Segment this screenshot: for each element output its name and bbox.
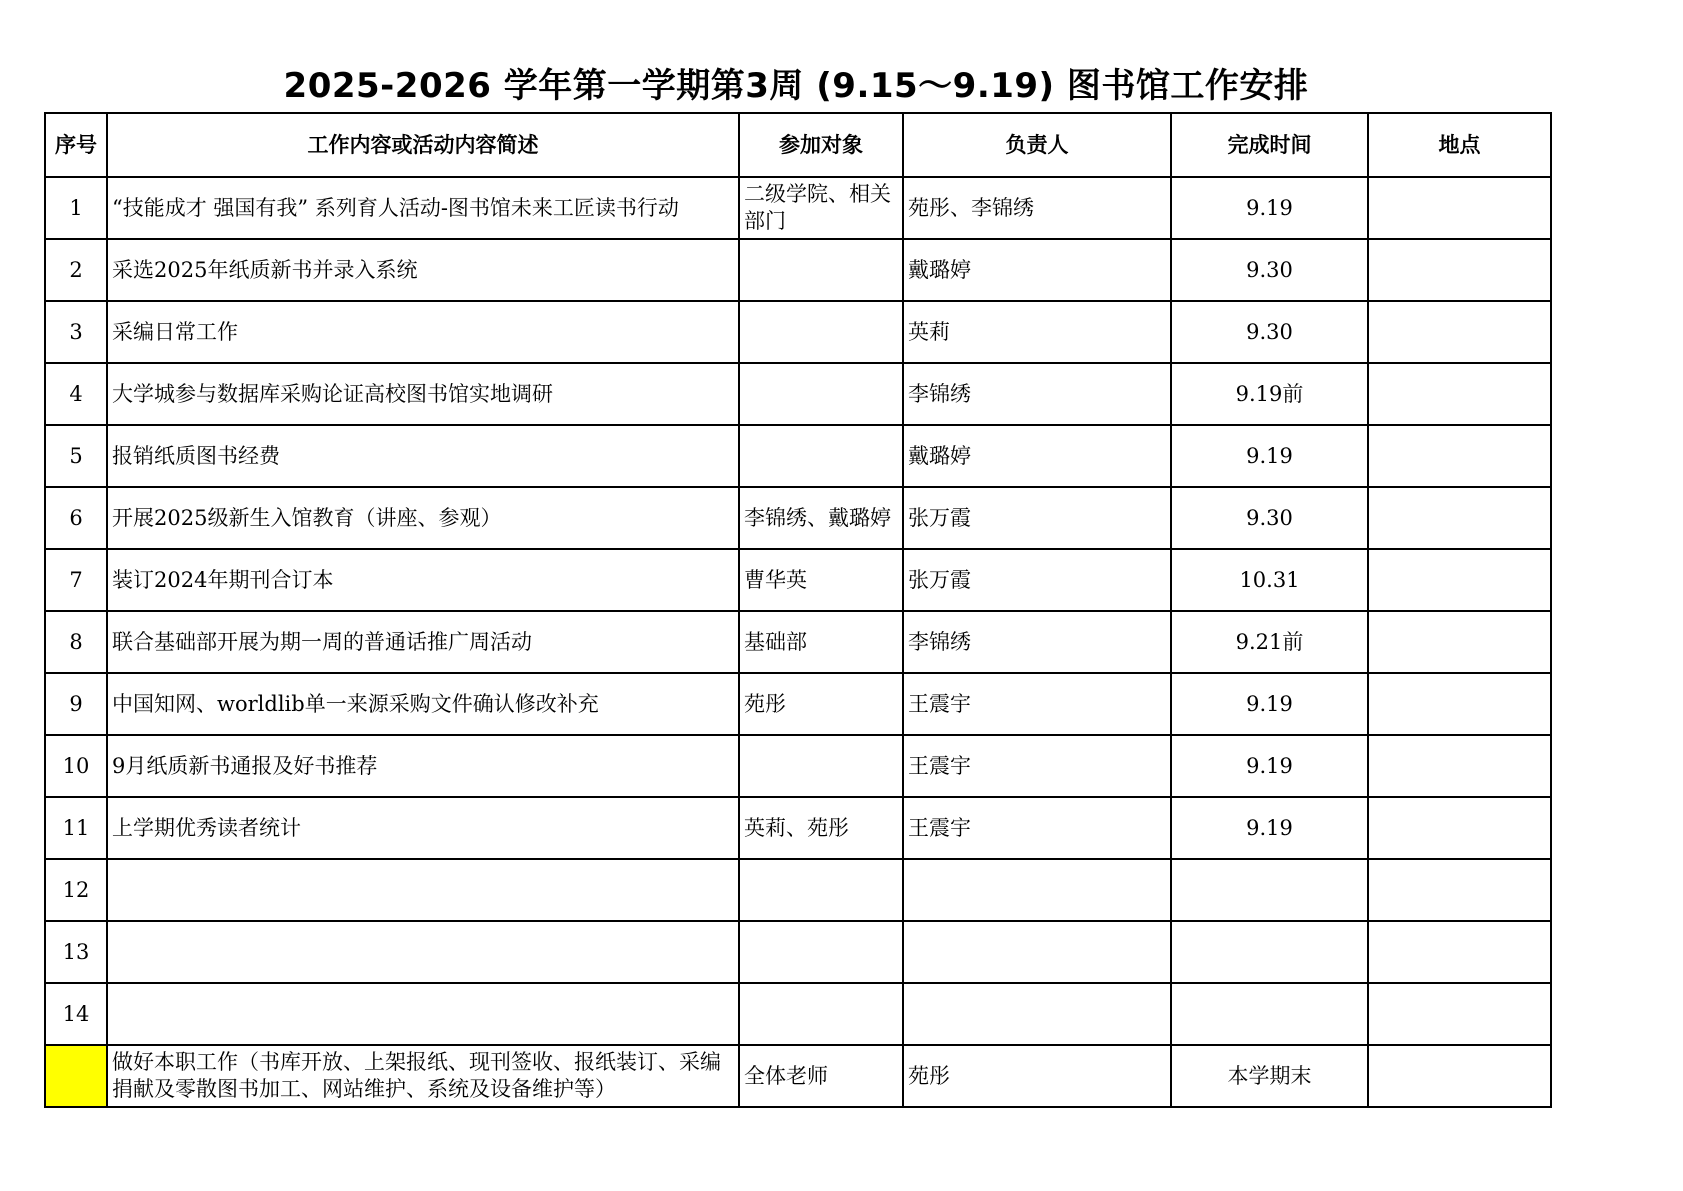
table-row: [45, 363, 1551, 425]
cell-content: 采编日常工作: [107, 301, 739, 363]
table-row: [45, 797, 1551, 859]
cell-location: [1368, 1045, 1551, 1107]
cell-participants: 李锦绣、戴璐婷: [739, 487, 903, 549]
cell-content: 报销纸质图书经费: [107, 425, 739, 487]
cell-owner: 王震宇: [903, 735, 1171, 797]
standing-duty-row: [45, 1045, 1551, 1107]
table-row: [45, 301, 1551, 363]
cell-content: 上学期优秀读者统计: [107, 797, 739, 859]
table-row: [45, 239, 1551, 301]
cell-seq: 12: [45, 859, 107, 921]
table-row: [45, 611, 1551, 673]
cell-seq: 10: [45, 735, 107, 797]
cell-location: [1368, 673, 1551, 735]
cell-seq: 11: [45, 797, 107, 859]
cell-participants: [739, 921, 903, 983]
cell-due: 9.19: [1171, 673, 1368, 735]
cell-owner: 戴璐婷: [903, 239, 1171, 301]
cell-seq: 6: [45, 487, 107, 549]
cell-seq: 2: [45, 239, 107, 301]
cell-owner: 王震宇: [903, 673, 1171, 735]
cell-participants: 英莉、苑彤: [739, 797, 903, 859]
cell-due: 10.31: [1171, 549, 1368, 611]
cell-due: 9.19: [1171, 425, 1368, 487]
cell-participants: [739, 363, 903, 425]
cell-participants: [739, 983, 903, 1045]
cell-due: 9.19: [1171, 797, 1368, 859]
cell-content: 开展2025级新生入馆教育（讲座、参观）: [107, 487, 739, 549]
cell-owner: 王震宇: [903, 797, 1171, 859]
cell-location: [1368, 301, 1551, 363]
cell-owner: 张万霞: [903, 549, 1171, 611]
table-row: [45, 921, 1551, 983]
cell-location: [1368, 177, 1551, 239]
cell-due: [1171, 921, 1368, 983]
cell-due: 9.21前: [1171, 611, 1368, 673]
table-row: [45, 549, 1551, 611]
cell-owner: [903, 983, 1171, 1045]
cell-content: 做好本职工作（书库开放、上架报纸、现刊签收、报纸装订、采编捐献及零散图书加工、网站维护、系统及设备维护等）: [107, 1045, 739, 1107]
cell-content: 联合基础部开展为期一周的普通话推广周活动: [107, 611, 739, 673]
cell-owner: 李锦绣: [903, 611, 1171, 673]
cell-seq: 9: [45, 673, 107, 735]
cell-owner: [903, 859, 1171, 921]
cell-seq: 8: [45, 611, 107, 673]
cell-due: 9.19前: [1171, 363, 1368, 425]
cell-participants: 基础部: [739, 611, 903, 673]
cell-owner: [903, 921, 1171, 983]
header-owner: 负责人: [903, 113, 1171, 177]
cell-due: [1171, 983, 1368, 1045]
cell-seq: [45, 1045, 107, 1107]
table-row: [45, 859, 1551, 921]
cell-seq: 3: [45, 301, 107, 363]
cell-owner: 英莉: [903, 301, 1171, 363]
cell-location: [1368, 487, 1551, 549]
cell-participants: [739, 301, 903, 363]
cell-owner: 苑彤、李锦绣: [903, 177, 1171, 239]
cell-due: 本学期末: [1171, 1045, 1368, 1107]
table-row: [45, 425, 1551, 487]
cell-participants: 苑彤: [739, 673, 903, 735]
cell-owner: 苑彤: [903, 1045, 1171, 1107]
cell-content: 9月纸质新书通报及好书推荐: [107, 735, 739, 797]
header-due: 完成时间: [1171, 113, 1368, 177]
cell-due: 9.19: [1171, 177, 1368, 239]
cell-participants: [739, 859, 903, 921]
cell-location: [1368, 921, 1551, 983]
cell-owner: 李锦绣: [903, 363, 1171, 425]
cell-due: 9.30: [1171, 239, 1368, 301]
cell-participants: 二级学院、相关部门: [739, 177, 903, 239]
cell-content: [107, 859, 739, 921]
cell-seq: 5: [45, 425, 107, 487]
cell-participants: [739, 735, 903, 797]
cell-due: 9.30: [1171, 487, 1368, 549]
cell-location: [1368, 735, 1551, 797]
cell-location: [1368, 797, 1551, 859]
header-seq: 序号: [45, 113, 107, 177]
cell-participants: 全体老师: [739, 1045, 903, 1107]
cell-content: [107, 983, 739, 1045]
cell-content: 装订2024年期刊合订本: [107, 549, 739, 611]
table-header-row: [45, 113, 1551, 177]
cell-due: [1171, 859, 1368, 921]
cell-owner: 张万霞: [903, 487, 1171, 549]
cell-participants: 曹华英: [739, 549, 903, 611]
header-content: 工作内容或活动内容简述: [107, 113, 739, 177]
table-row: [45, 487, 1551, 549]
cell-location: [1368, 983, 1551, 1045]
cell-participants: [739, 239, 903, 301]
page-title: 2025-2026 学年第一学期第3周 (9.15～9.19) 图书馆工作安排: [283, 66, 1309, 106]
table-row: [45, 983, 1551, 1045]
cell-due: 9.30: [1171, 301, 1368, 363]
table-row: [45, 177, 1551, 239]
cell-content: 采选2025年纸质新书并录入系统: [107, 239, 739, 301]
cell-seq: 1: [45, 177, 107, 239]
cell-seq: 14: [45, 983, 107, 1045]
cell-content: [107, 921, 739, 983]
cell-location: [1368, 611, 1551, 673]
cell-content: 中国知网、worldlib单一来源采购文件确认修改补充: [107, 673, 739, 735]
cell-content: “技能成才 强国有我” 系列育人活动-图书馆未来工匠读书行动: [107, 177, 739, 239]
schedule-table: [44, 112, 1552, 1108]
cell-location: [1368, 549, 1551, 611]
cell-seq: 4: [45, 363, 107, 425]
cell-participants: [739, 425, 903, 487]
cell-due: 9.19: [1171, 735, 1368, 797]
cell-seq: 7: [45, 549, 107, 611]
header-location: 地点: [1368, 113, 1551, 177]
cell-seq: 13: [45, 921, 107, 983]
cell-location: [1368, 425, 1551, 487]
table-row: [45, 673, 1551, 735]
cell-location: [1368, 363, 1551, 425]
cell-owner: 戴璐婷: [903, 425, 1171, 487]
cell-location: [1368, 239, 1551, 301]
cell-content: 大学城参与数据库采购论证高校图书馆实地调研: [107, 363, 739, 425]
cell-location: [1368, 859, 1551, 921]
table-row: [45, 735, 1551, 797]
header-participants: 参加对象: [739, 113, 903, 177]
